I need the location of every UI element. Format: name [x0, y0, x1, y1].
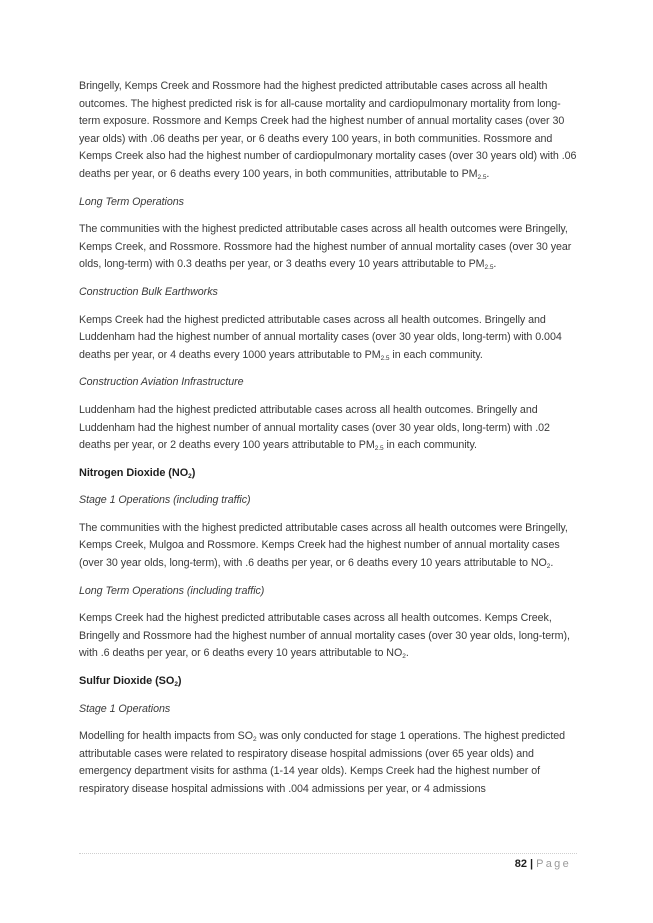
subheading-stage1-operations: Stage 1 Operations: [79, 702, 171, 715]
paragraph-no2-long-term: Kemps Creek had the highest predicted attributable cases across all health outcomes. Kemps Creek, Bringelly and Rossmore had the highest number of annual mortality cases (over 30 year olds, long-term), with .6 deaths per year, or 6 deaths every 10 years attributable to $NO_2$.: [79, 612, 570, 661]
paragraph-so2-stage1: Modelling for health impacts from $SO_2$ was only conducted for stage 1 operations. The highest predicted attributable cases were related to respiratory disease hospital admissions (over 65 year olds) and emergency department visits for asthma (1-14 year olds). Kemps Creek had the highest number of respiratory disease hospital admissions with .004 admissions per year, or 4 admissions: [79, 730, 566, 795]
subheading-construction-aviation-infrastructure: Construction Aviation Infrastructure: [79, 376, 244, 389]
subheading-construction-bulk-earthworks: Construction Bulk Earthworks: [79, 285, 218, 298]
paragraph-pm25-summary: Bringelly, Kemps Creek and Rossmore had the highest predicted attributable cases across all health outcomes. The highest predicted risk is for all-cause mortality and cardiopulmonary mortality from long-term exposure. Rossmore and Kemps Creek had the highest number of annual mortality cases (over 30 year olds) with .06 deaths per year, or 6 deaths every 100 years, in both communities. Rossmore and Kemps Creek also had the highest number of cardiopulmonary mortality cases (over 30 years old) with .06 deaths per year, or 6 deaths every 100 years, in both communities, attributable to $PM_{2.5}$.: [79, 80, 577, 181]
paragraph-no2-stage1: The communities with the highest predicted attributable cases across all health outcomes were Bringelly, Kemps Creek, Mulgoa and Rossmore. Kemps Creek had the highest number of annual mortality cases (over 30 year olds, long-term), with .6 deaths per year, or 6 deaths every 10 years attributable to $NO_2$.: [79, 521, 568, 571]
subheading-long-term-operations-traffic: Long Term Operations (including traffic): [79, 584, 265, 597]
footer-divider: [79, 853, 577, 854]
footer-separator: |: [530, 858, 534, 870]
page-number: 82: [514, 858, 528, 870]
paragraph-long-term-operations: The communities with the highest predicted attributable cases across all health outcomes were Bringelly, Kemps Creek, and Rossmore. Rossmore had the highest number of annual mortality cases (over 30 year olds, long-term) with 0.3 deaths per year, or 3 deaths every 10 years attributable to $PM_{2.5}$.: [79, 223, 572, 272]
page-footer: [515, 857, 571, 871]
heading-sulfur-dioxide: Sulfur Dioxide $(SO_2)$: [79, 675, 182, 689]
heading-nitrogen-dioxide: Nitrogen Dioxide $(NO_2)$: [79, 466, 196, 480]
page-body: [79, 78, 577, 809]
page-label: Page: [536, 858, 571, 870]
paragraph-construction-aviation-infrastructure: Luddenham had the highest predicted attributable cases across all health outcomes. Bringelly and Luddenham had the highest number of annual mortality cases (over 30 year olds, long-term) with .02 deaths per year, or 2 deaths every 100 years attributable to $PM_{2.5}$ in each community.: [79, 403, 550, 453]
paragraph-construction-bulk-earthworks: Kemps Creek had the highest predicted attributable cases across all health outcomes. Bringelly and Luddenham had the highest number of annual mortality cases (over 30 year olds, long-term) with 0.004 deaths per year, or 4 deaths every 1000 years attributable to $PM_{2.5}$ in each community.: [79, 313, 562, 362]
subheading-long-term-operations: Long Term Operations: [79, 195, 184, 208]
subheading-stage1-operations-traffic: Stage 1 Operations (including traffic): [79, 494, 251, 507]
